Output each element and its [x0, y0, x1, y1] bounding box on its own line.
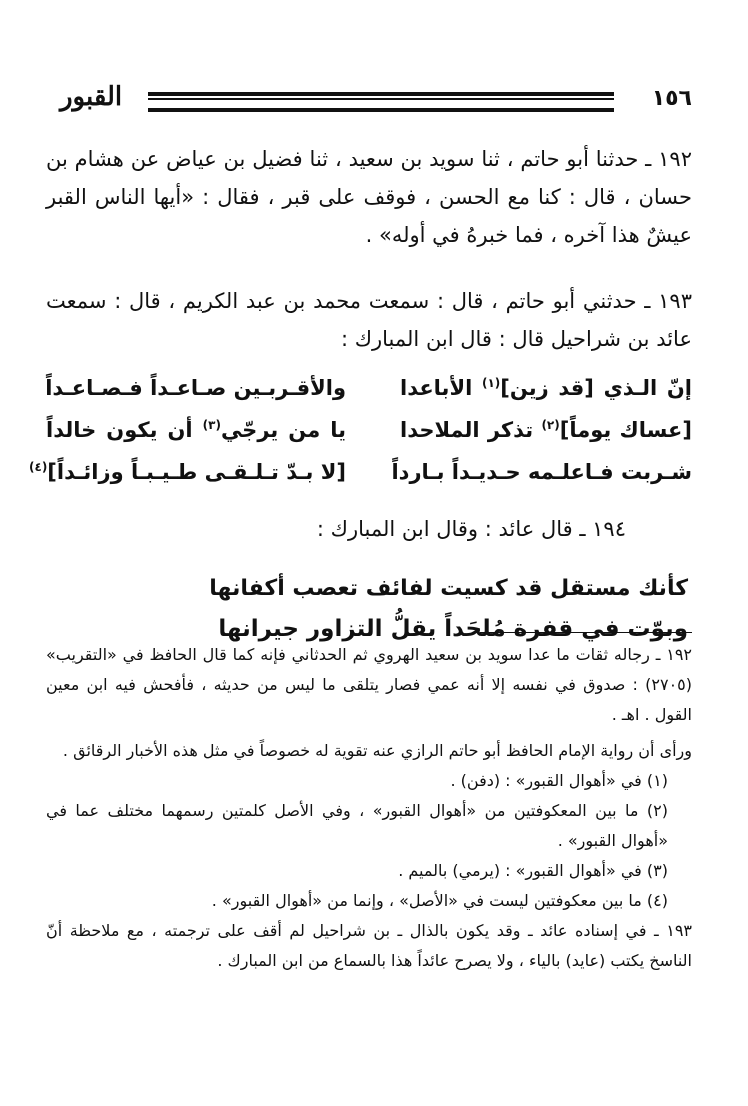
- footnote-ref: (١): [481, 376, 501, 390]
- poem-194-line-2: وبوّت في قفرة مُلحَداً يقلُّ التزاور جيرانها: [218, 616, 688, 642]
- narration-192: ١٩٢ ـ حدثنا أبو حاتم ، ثنا سويد بن سعيد ، ثنا فضيل بن عياض عن هشام بن حسان ، قال : كنا مع الحسن ، فوقف على قبر ، فقال : «أيها الناس القبر عيشٌ هذا آخره ، فما خبرهُ في أوله» .: [46, 147, 692, 247]
- page-header: [60, 82, 692, 118]
- page-number: ١٥٦: [651, 86, 692, 111]
- verse-1-second-hemistich: والأقـربـين صـاعـداً فـصـاعـداً: [45, 376, 346, 400]
- footnotes: [46, 640, 692, 976]
- footnote-divider: [480, 632, 692, 633]
- footnote-ref: (٣): [202, 418, 221, 432]
- footnote-3: (٣) في «أهوال القبور» : (يرمي) بالميم .: [398, 861, 668, 880]
- footnote-ref: (٢): [541, 418, 560, 432]
- header-rule: [148, 92, 614, 112]
- poem-193: [29, 376, 692, 506]
- verse-3: [29, 460, 692, 502]
- verse-1-first-hemistich: إنّ الـذي [قد زين]$^{(١)}$ الأباعدا: [400, 376, 692, 400]
- footnote-ref: (٤): [29, 460, 48, 474]
- footnote-2: (٢) ما بين المعكوفتين من «أهوال القبور» ، وفي الأصل كلمتين رسمهما مختلف عما في «أهوال القبور» .: [46, 801, 668, 850]
- poem-194: [46, 569, 692, 649]
- verse-3-second-hemistich: [لا بـدّ تـلـقـى طـيـبـاً وزائـداً]$^{(٤)}$: [29, 460, 346, 484]
- note-192-continued: ورأى أن رواية الإمام الحافظ أبو حاتم الرازي عنه تقوية له خصوصاً في مثل هذه الأخبار الرقائق .: [62, 741, 692, 760]
- footnote-4: (٤) ما بين معكوفتين ليست في «الأصل» ، وإنما من «أهوال القبور» .: [211, 891, 668, 910]
- note-193: ١٩٣ ـ في إسناده عائد ـ وقد يكون بالذال ـ بن شراحيل لم أقف على ترجمته ، مع ملاحظة أنّ الناسخ يكتب (عايد) بالياء ، ولا يصرح عائداً هذا بالسماع من ابن المبارك .: [46, 921, 692, 970]
- note-192: ١٩٢ ـ رجاله ثقات ما عدا سويد بن سعيد الهروي ثم الحدثاني فإنه كما قال الحافظ في «التقريب» (٢٧٠٥) : صدوق في نفسه إلا أنه عمي فصار يتلقى ما ليس من حديثه ، فأفحش فيه ابن معين القول . اهـ .: [46, 645, 692, 724]
- narration-193: ١٩٣ ـ حدثني أبو حاتم ، قال : سمعت محمد بن عبد الكريم ، قال : سمعت عائد بن شراحيل قال : قال ابن المبارك :: [46, 289, 692, 351]
- verse-3-first-hemistich: شـربت فـاعلـمه حـديـداً بـارداً: [391, 460, 692, 484]
- verse-2-second-hemistich: يا من يرجّي$^{(٣)}$ أن يكون خالداً: [46, 418, 346, 442]
- running-title: القبور: [60, 82, 123, 112]
- verse-2: [46, 418, 692, 460]
- narration-194: ١٩٤ ـ قال عائد : وقال ابن المبارك :: [316, 517, 626, 541]
- verse-2-first-hemistich: [عساك يوماً]$^{(٢)}$ تذكر الملاحدا: [400, 418, 692, 442]
- footnote-1: (١) في «أهوال القبور» : (دفن) .: [450, 771, 668, 790]
- poem-194-line-1: كأنك مستقل قد كسيت لفائف تعصب أكفانها: [209, 576, 688, 601]
- main-text: [29, 140, 692, 649]
- verse-1: [46, 376, 692, 418]
